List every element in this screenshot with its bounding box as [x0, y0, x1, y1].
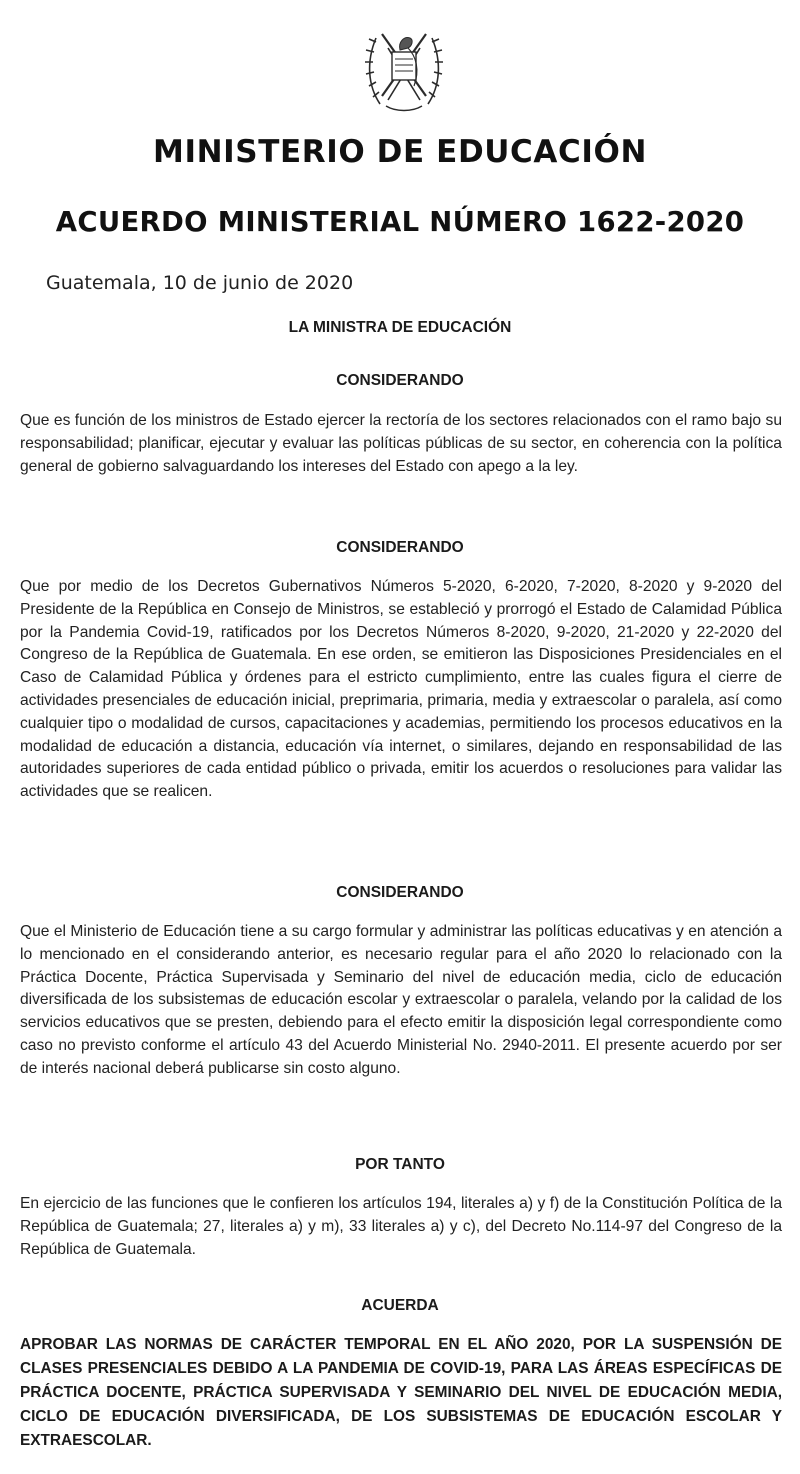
ministry-title: MINISTERIO DE EDUCACIÓN [153, 134, 647, 170]
considerando-text-1: Que es función de los ministros de Estado ejercer la rectoría de los sectores relacionados con el ramo bajo su responsabilidad; planificar, ejecutar y evaluar las políticas públicas de su sector, en coherencia con la política general de gobierno salvaguardando los intereses del Estado con apego a la ley. [20, 412, 782, 475]
por-tanto-heading: POR TANTO [355, 1156, 445, 1173]
considerando-text-2: Que por medio de los Decretos Gubernativos Números 5-2020, 6-2020, 7-2020, 8-2020 y 9-2020 del Presidente de la República en Consejo de Ministros, se estableció y prorrogó el Estado de Calamidad Pública por la Pandemia Covid-19, ratificados por los Decretos Números 8-2020, 9-2020, 21-2020 y 22-2020 del Congreso de la República de Guatemala. En ese orden, se emitieron las Disposiciones Presidenciales en el Caso de Calamidad Pública y órdenes para el estricto cumplimiento, entre las cuales figura el cierre de actividades presenciales de educación inicial, preprimaria, primaria, media y extraescolar o paralela, así como cualquier tipo o modalidad de cursos, capacitaciones y academias, permitiendo los procesos educativos en la modalidad de educación a distancia, educación vía internet, o similares, dejando en responsabilidad de las autoridades superiores de cada entidad público o privada, emitir los acuerdos o resoluciones para validar las actividades que se realicen. [20, 578, 782, 801]
considerando-text-3: Que el Ministerio de Educación tiene a su cargo formular y administrar las políticas educativas y en atención a lo mencionado en el considerando anterior, es necesario regular para el año 2020 lo relacionado con la Práctica Docente, Práctica Supervisada y Seminario del nivel de educación media, ciclo de educación diversificada de los subsistemas de educación escolar y extraescolar o paralela, velando por la calidad de los servicios educativos que se presten, debiendo para el efecto emitir la disposición legal correspondiente como caso no previsto conforme el artículo 43 del Acuerdo Ministerial No. 2940-2011. El presente acuerdo por ser de interés nacional deberá publicarse sin costo alguno. [20, 923, 782, 1077]
authority-heading: LA MINISTRA DE EDUCACIÓN [288, 319, 512, 336]
por-tanto-text: En ejercicio de las funciones que le confieren los artículos 194, literales a) y f) de la Constitución Política de la República de Guatemala; 27, literales a) y m), 33 literales a) y c), del Decreto No.114-97 del Congreso de la República de Guatemala. [20, 1195, 782, 1258]
acuerda-text: APROBAR LAS NORMAS DE CARÁCTER TEMPORAL EN EL AÑO 2020, POR LA SUSPENSIÓN DE CLASES PRESENCIALES DEBIDO A LA PANDEMIA DE COVID-19, PARA LAS ÁREAS ESPECÍFICAS DE PRÁCTICA DOCENTE, PRÁCTICA SUPERVISADA Y SEMINARIO DEL NIVEL DE EDUCACIÓN MEDIA, CICLO DE EDUCACIÓN DIVERSIFICADA, DE LOS SUBSISTEMAS DE EDUCACIÓN ESCOLAR Y EXTRAESCOLAR. [20, 1336, 782, 1449]
document-date: Guatemala, 10 de junio de 2020 [46, 272, 354, 294]
coat-of-arms-icon [362, 12, 446, 116]
agreement-title: ACUERDO MINISTERIAL NÚMERO 1622-2020 [55, 206, 745, 238]
considerando-heading-2: CONSIDERANDO [336, 539, 464, 556]
considerando-heading-1: CONSIDERANDO [336, 372, 464, 389]
considerando-heading-3: CONSIDERANDO [336, 884, 464, 901]
acuerda-heading: ACUERDA [361, 1297, 439, 1314]
